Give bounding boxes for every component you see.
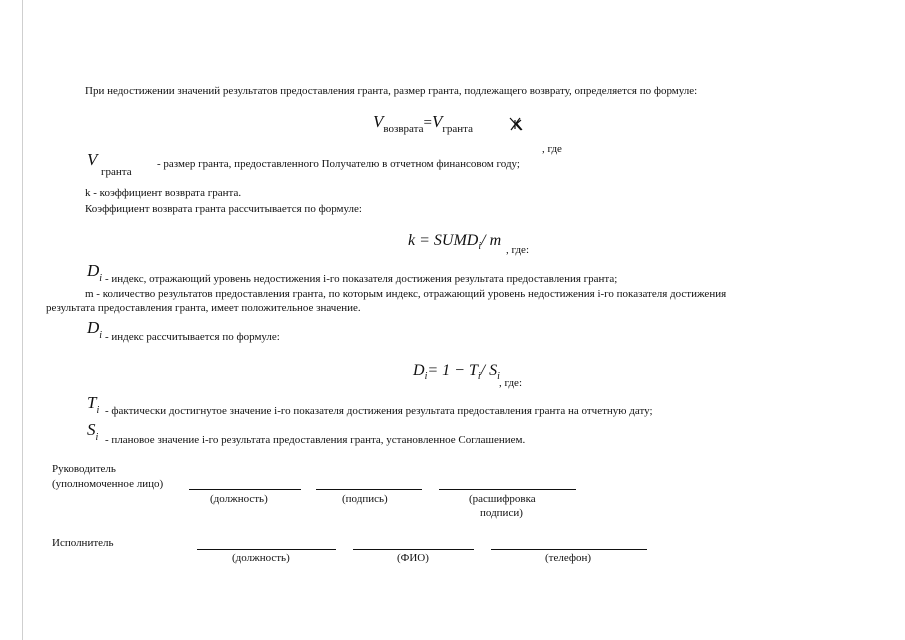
def-s-sub: i xyxy=(95,432,99,443)
formula1-rhs-sub: гранта xyxy=(442,123,473,135)
head-signature-caption: (подпись) xyxy=(342,493,388,505)
head-decode-line[interactable] xyxy=(439,489,576,490)
exec-position-line[interactable] xyxy=(197,549,336,550)
head-decode-caption-2: подписи) xyxy=(480,507,523,519)
def-d2-symbol xyxy=(87,318,103,341)
def-m-line1: m - количество результатов предоставления гранта, по которым индекс, отражающий уровень недостижения i-го показателя достижения xyxy=(85,288,727,300)
exec-phone-caption: (телефон) xyxy=(545,552,592,564)
def-t-sub: i xyxy=(96,405,100,416)
formula2-sub: i xyxy=(478,241,482,252)
def-t-symbol xyxy=(87,393,100,416)
formula3-d: D xyxy=(413,362,425,379)
formula-k xyxy=(408,232,501,250)
def-d-var: D xyxy=(87,261,100,280)
head-label-line2: (уполномоченное лицо) xyxy=(52,478,164,490)
def-d-text: - индекс, отражающий уровень недостижения i-го показателя достижения результата предоставления гранта; xyxy=(105,273,618,285)
formula1-lhs-sub: возврата xyxy=(383,123,424,135)
k-intro-text: Коэффициент возврата гранта рассчитывается по формуле: xyxy=(85,203,362,215)
formula1-eq: = xyxy=(423,115,432,131)
formula2-expr: k = SUMD xyxy=(408,232,479,249)
formula1-lhs-var: V xyxy=(373,112,384,131)
formula3-mid: = 1 − T xyxy=(427,362,478,379)
formula1-rhs-var: V xyxy=(431,112,443,131)
head-position-caption: (должность) xyxy=(210,493,268,505)
formula2-where: , где: xyxy=(506,244,529,256)
def-m-line2: результата предоставления гранта, имеет положительное значение. xyxy=(46,302,361,314)
executor-label: Исполнитель xyxy=(52,537,114,549)
formula3-d-sub: i xyxy=(424,371,428,382)
head-signature-line[interactable] xyxy=(316,489,422,490)
head-decode-caption-1: (расшифровка xyxy=(469,493,536,505)
def-s-symbol xyxy=(87,420,99,443)
def-v-sub: гранта xyxy=(101,166,132,178)
def-s-text: - плановое значение i-го результата предоставления гранта, установленное Соглашением. xyxy=(105,434,526,446)
formula3-s-sub: i xyxy=(497,371,500,382)
exec-position-caption: (должность) xyxy=(232,552,290,564)
def-k-text: k - коэффициент возврата гранта. xyxy=(85,187,242,199)
def-t-var: T xyxy=(87,393,97,412)
def-d-symbol xyxy=(87,261,103,284)
exec-fio-line[interactable] xyxy=(353,549,474,550)
def-t-text: - фактически достигнутое значение i-го показателя достижения результата предоставления гранта на отчетную дату; xyxy=(105,405,653,417)
def-d-sub: i xyxy=(99,273,103,284)
def-v-text: - размер гранта, предоставленного Получателю в отчетном финансовом году; xyxy=(157,158,520,170)
formula2-tail: / m xyxy=(481,232,502,249)
formula-v-return xyxy=(373,112,473,135)
intro-text: При недостижении значений результатов предоставления гранта, размер гранта, подлежащего возврату, определяется по формуле: xyxy=(85,85,698,97)
def-d2-sub: i xyxy=(99,330,103,341)
formula-d xyxy=(413,362,500,380)
def-d2-var: D xyxy=(87,318,100,337)
formula3-slash: / S xyxy=(480,362,498,379)
def-v-var: V xyxy=(87,150,98,169)
def-d2-text: - индекс рассчитывается по формуле: xyxy=(105,331,280,343)
formula1-where: , где xyxy=(542,143,562,155)
exec-fio-caption: (ФИО) xyxy=(397,552,429,564)
head-label-line1: Руководитель xyxy=(52,463,116,475)
formula3-t-sub: i xyxy=(477,371,481,382)
formula3-where: , где: xyxy=(499,377,522,389)
multiply-k-glyph xyxy=(508,116,524,132)
head-position-line[interactable] xyxy=(189,489,301,490)
def-s-var: S xyxy=(87,420,96,439)
page-edge xyxy=(22,0,23,640)
exec-phone-line[interactable] xyxy=(491,549,647,550)
